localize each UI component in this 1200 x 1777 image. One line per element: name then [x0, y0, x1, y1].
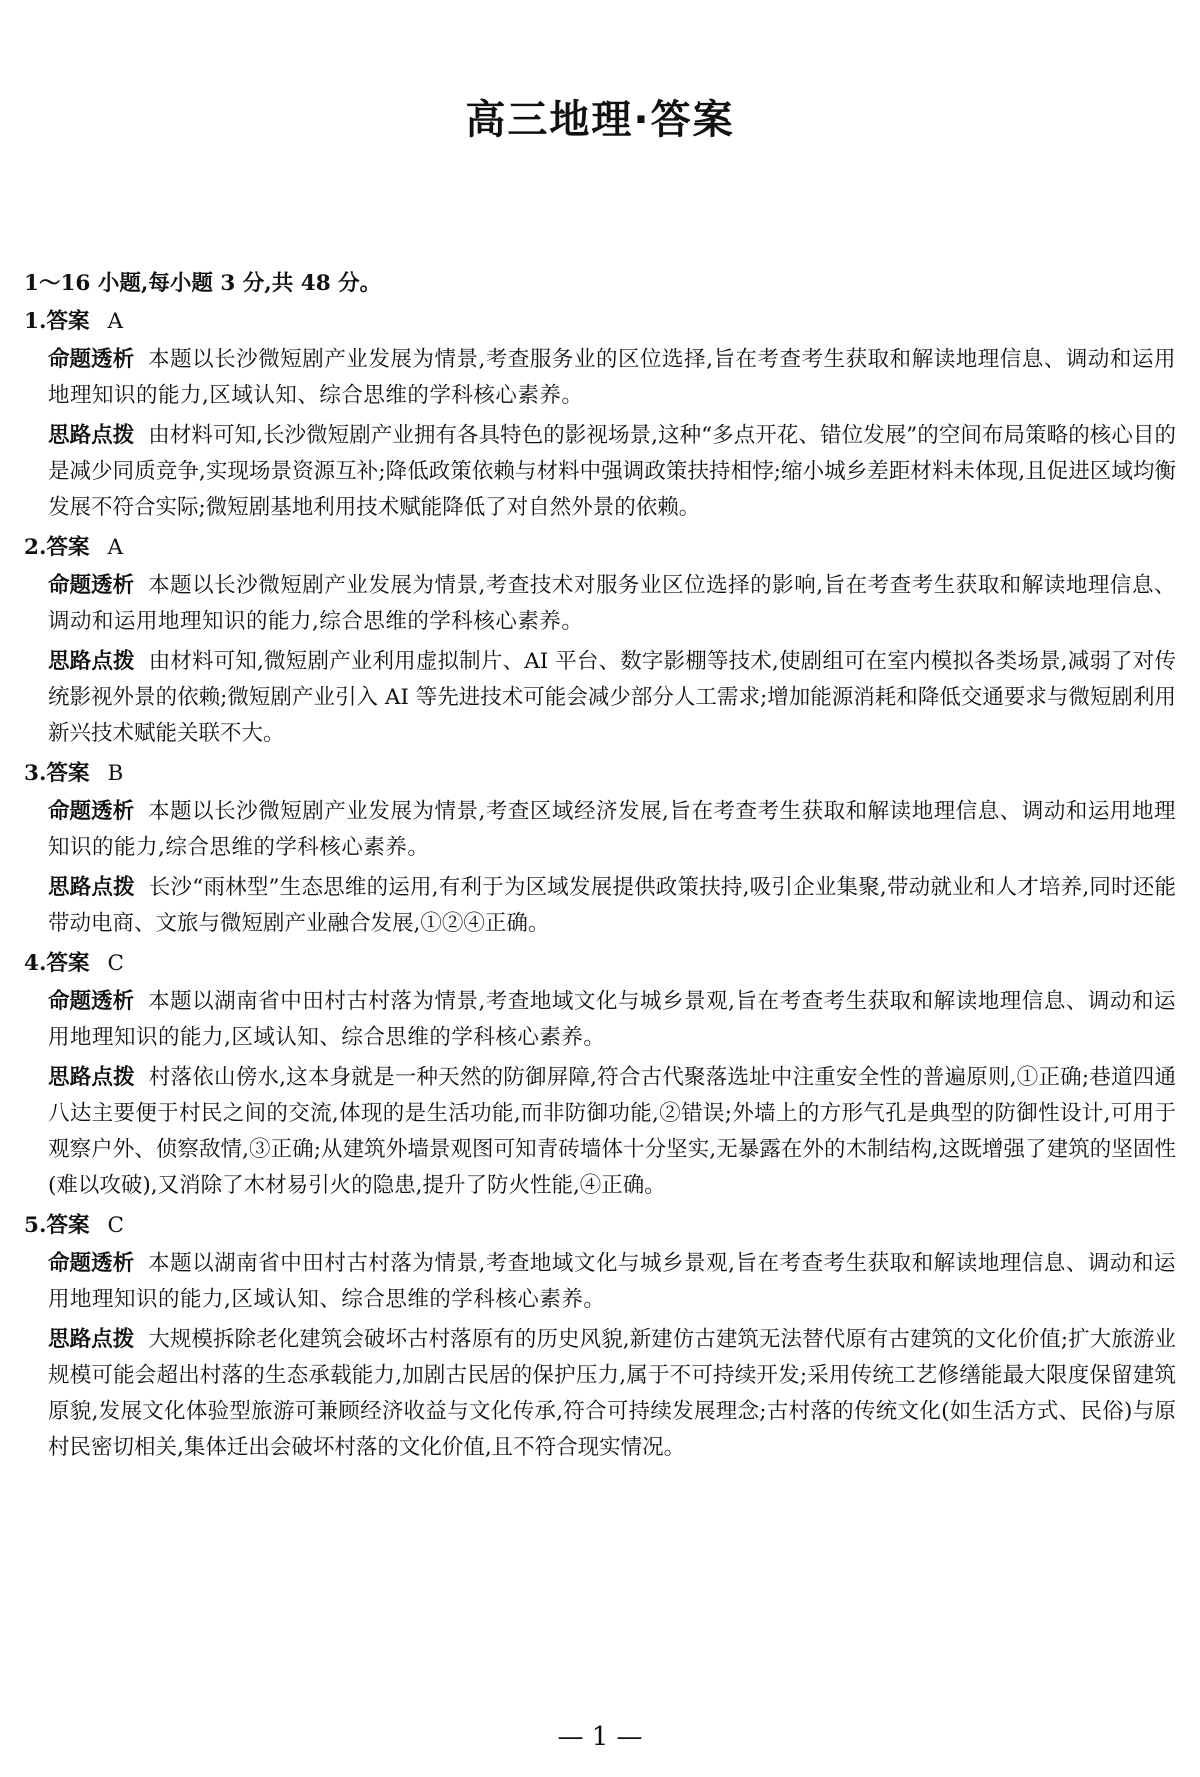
- question-item: [24, 1208, 1176, 1466]
- analysis-paragraph: [24, 342, 1176, 414]
- answer-label: 答案: [46, 761, 90, 786]
- page-number: — 1 —: [557, 1722, 643, 1752]
- hint-paragraph: [24, 418, 1176, 526]
- hint-paragraph: [24, 644, 1176, 752]
- analysis-label: 命题透析: [48, 989, 135, 1014]
- answer-value: C: [107, 1213, 124, 1238]
- question-number: 2.: [24, 535, 47, 560]
- hint-text: 大规模拆除老化建筑会破坏古村落原有的历史风貌,新建仿古建筑无法替代原有古建筑的文化价值;扩大旅游业规模可能会超出村落的生态承载能力,加剧古民居的保护压力,属于不可持续开发;采用传统工艺修缮能最大限度保留建筑原貌,发展文化体验型旅游可兼顾经济收益与文化传承,符合可持续发展理念;古村落的传统文化(如生活方式、民俗)与原村民密切相关,集体迁出会破坏村落的文化价值,且不符合现实情况。: [48, 1327, 1176, 1460]
- question-answer-line: [24, 1208, 1176, 1246]
- hint-label: 思路点拨: [48, 1327, 135, 1352]
- analysis-label: 命题透析: [48, 347, 135, 372]
- answer-content: [24, 266, 1176, 1470]
- hint-text: 长沙“雨林型”生态思维的运用,有利于为区域发展提供政策扶持,吸引企业集聚,带动就业和人才培养,同时还能带动电商、文旅与微短剧产业融合发展,①②④正确。: [48, 875, 1176, 936]
- section-intro: 1～16 小题,每小题 3 分,共 48 分。: [24, 271, 382, 296]
- question-number: 1.: [24, 309, 47, 334]
- analysis-text: 本题以长沙微短剧产业发展为情景,考查技术对服务业区位选择的影响,旨在考查考生获取和解读地理信息、调动和运用地理知识的能力,综合思维的学科核心素养。: [48, 573, 1176, 634]
- answer-value: A: [107, 535, 123, 560]
- question-item: [24, 756, 1176, 942]
- analysis-label: 命题透析: [48, 573, 135, 598]
- analysis-paragraph: [24, 568, 1176, 640]
- answer-value: C: [107, 951, 124, 976]
- answer-label: 答案: [46, 309, 90, 334]
- hint-label: 思路点拨: [48, 423, 135, 448]
- answer-label: 答案: [46, 535, 90, 560]
- hint-paragraph: [24, 870, 1176, 942]
- answer-label: 答案: [46, 951, 90, 976]
- question-answer-line: [24, 530, 1176, 568]
- analysis-text: 本题以湖南省中田村古村落为情景,考查地域文化与城乡景观,旨在考查考生获取和解读地理信息、调动和运用地理知识的能力,区域认知、综合思维的学科核心素养。: [48, 1251, 1176, 1312]
- answer-value: B: [107, 761, 124, 786]
- analysis-paragraph: [24, 984, 1176, 1056]
- analysis-label: 命题透析: [48, 1251, 135, 1276]
- question-number: 5.: [24, 1213, 47, 1238]
- hint-label: 思路点拨: [48, 649, 135, 674]
- hint-label: 思路点拨: [48, 1065, 135, 1090]
- hint-text: 由材料可知,微短剧产业利用虚拟制片、AI 平台、数字影棚等技术,使剧组可在室内模拟各类场景,减弱了对传统影视外景的依赖;微短剧产业引入 AI 等先进技术可能会减少部分人工需求;增加能源消耗和降低交通要求与微短剧利用新兴技术赋能关联不大。: [48, 649, 1176, 746]
- question-item: [24, 304, 1176, 526]
- question-answer-line: [24, 946, 1176, 984]
- question-item: [24, 946, 1176, 1204]
- question-answer-line: [24, 756, 1176, 794]
- hint-label: 思路点拨: [48, 875, 135, 900]
- hint-paragraph: [24, 1060, 1176, 1204]
- question-answer-line: [24, 304, 1176, 342]
- answer-value: A: [107, 309, 123, 334]
- analysis-text: 本题以长沙微短剧产业发展为情景,考查服务业的区位选择,旨在考查考生获取和解读地理信息、调动和运用地理知识的能力,区域认知、综合思维的学科核心素养。: [48, 347, 1176, 408]
- answer-label: 答案: [46, 1213, 90, 1238]
- analysis-label: 命题透析: [48, 799, 135, 824]
- question-number: 3.: [24, 761, 47, 786]
- page-title: 高三地理·答案: [465, 97, 735, 143]
- analysis-text: 本题以长沙微短剧产业发展为情景,考查区域经济发展,旨在考查考生获取和解读地理信息、调动和运用地理知识的能力,综合思维的学科核心素养。: [48, 799, 1176, 860]
- analysis-text: 本题以湖南省中田村古村落为情景,考查地域文化与城乡景观,旨在考查考生获取和解读地理信息、调动和运用地理知识的能力,区域认知、综合思维的学科核心素养。: [48, 989, 1176, 1050]
- analysis-paragraph: [24, 1246, 1176, 1318]
- question-item: [24, 530, 1176, 752]
- hint-paragraph: [24, 1322, 1176, 1466]
- analysis-paragraph: [24, 794, 1176, 866]
- hint-text: 村落依山傍水,这本身就是一种天然的防御屏障,符合古代聚落选址中注重安全性的普遍原则,①正确;巷道四通八达主要便于村民之间的交流,体现的是生活功能,而非防御功能,②错误;外墙上的方形气孔是典型的防御性设计,可用于观察户外、侦察敌情,③正确;从建筑外墙景观图可知青砖墙体十分坚实,无暴露在外的木制结构,这既增强了建筑的坚固性(难以攻破),又消除了木材易引火的隐患,提升了防火性能,④正确。: [48, 1065, 1176, 1198]
- hint-text: 由材料可知,长沙微短剧产业拥有各具特色的影视场景,这种“多点开花、错位发展”的空间布局策略的核心目的是减少同质竞争,实现场景资源互补;降低政策依赖与材料中强调政策扶持相悖;缩小城乡差距材料未体现,且促进区域均衡发展不符合实际;微短剧基地利用技术赋能降低了对自然外景的依赖。: [48, 423, 1176, 520]
- question-number: 4.: [24, 951, 47, 976]
